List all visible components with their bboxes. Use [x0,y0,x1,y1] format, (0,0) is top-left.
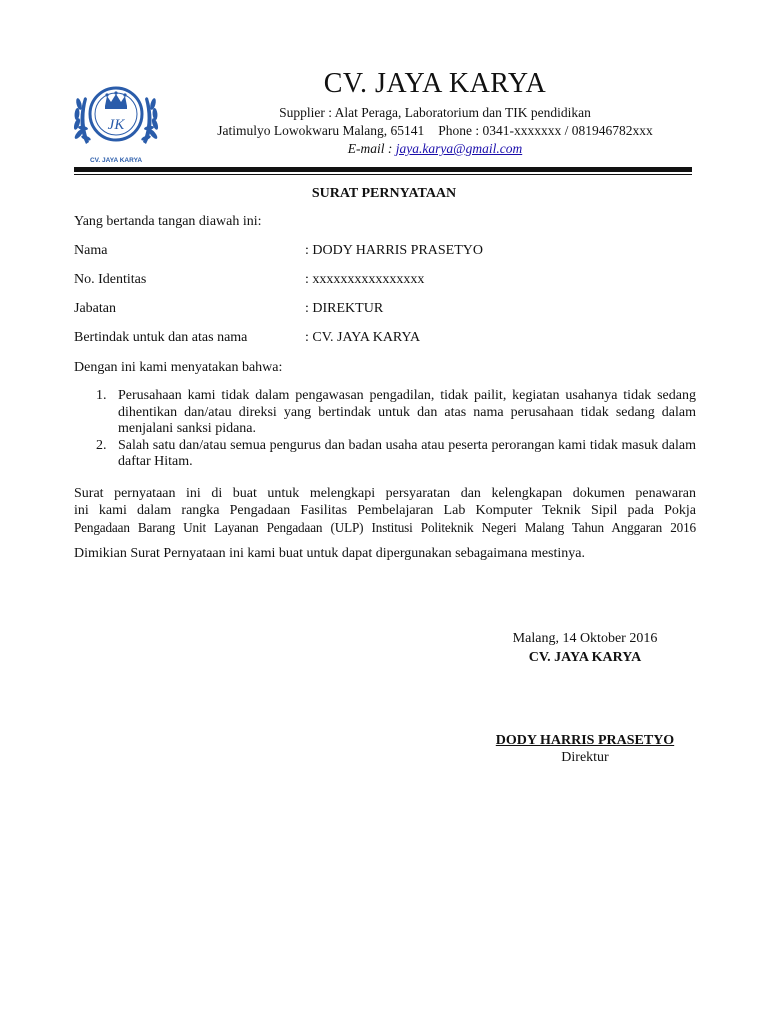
address: Jatimulyo Lowokwaru Malang, 65141 [217,123,425,138]
email-label: E-mail : [347,141,396,156]
purpose-line: Surat pernyataan ini di buat untuk melengkapi persyaratan dan kelengkapan dokumen penawaran [74,486,696,501]
signatory-name: DODY HARRIS PRASETYO [495,733,675,748]
purpose-line: Pengadaan Barang Unit Layanan Pengadaan (ULP) Institusi Politeknik Negeri Malang Tahun Anggaran 2016 [74,520,696,535]
closing-sentence: Dimikian Surat Pernyataan ini kami buat untuk dapat dipergunakan sebagaimana mestinya. [74,546,585,561]
intro-text: Yang bertanda tangan diawah ini: [74,214,262,229]
field-value: : xxxxxxxxxxxxxxxx [305,272,425,287]
field-row-name [74,243,694,261]
field-value: : CV. JAYA KARYA [305,330,421,345]
field-label: Bertindak untuk dan atas nama [74,330,248,345]
purpose-paragraph [74,485,696,536]
field-row-identity [74,272,694,290]
field-value: : DODY HARRIS PRASETYO [305,243,484,258]
statement-list [74,388,696,471]
letterhead-divider-thick [74,167,692,172]
statement-intro: Dengan ini kami menyatakan bahwa: [74,360,283,375]
place-date: Malang, 14 Oktober 2016 [512,631,658,646]
list-number: 2. [96,437,107,453]
supplier-line: Supplier : Alat Peraga, Laboratorium dan TIK pendidikan [279,105,591,120]
laurel-left-icon [73,97,92,144]
field-row-acting-for [74,330,694,348]
field-row-position [74,301,694,319]
field-value: : DIREKTUR [305,301,384,316]
email-link[interactable]: jaya.karya@gmail.com [395,141,523,156]
letterhead-divider-thin [74,174,692,175]
field-label: No. Identitas [74,272,147,287]
field-label: Jabatan [74,301,116,316]
list-number: 1. [96,388,107,403]
email-line [150,140,720,157]
list-item [74,438,696,471]
contact-line [150,122,720,139]
company-name: CV. JAYA KARYA [323,68,547,99]
signature-company: CV. JAYA KARYA [528,650,642,665]
logo-initials: JK [107,117,125,133]
list-text: Salah satu dan/atau semua pengurus dan badan usaha atau peserta perorangan kami tidak masuk dalam daftar Hitam. [118,437,696,469]
list-text: Perusahaan kami tidak dalam pengawasan pengadilan, tidak pailit, kegiatan usahanya tidak sedang dihentikan dan/atau direksi yang bertindak untuk dan atas nama perusahaan tidak sedang dalam menjalani sanksi pidana. [118,388,696,436]
logo-caption: CV. JAYA KARYA [89,157,143,164]
phone: Phone : 0341-xxxxxxx / 081946782xxx [438,123,653,138]
list-item [74,388,696,438]
signatory-position: Direktur [561,750,609,765]
purpose-line: ini kami dalam rangka Pengadaan Fasilitas Pembelajaran Lab Komputer Teknik Sipil pada Pokja [74,503,696,518]
document-title: SURAT PERNYATAAN [311,186,457,201]
field-label: Nama [74,243,108,258]
